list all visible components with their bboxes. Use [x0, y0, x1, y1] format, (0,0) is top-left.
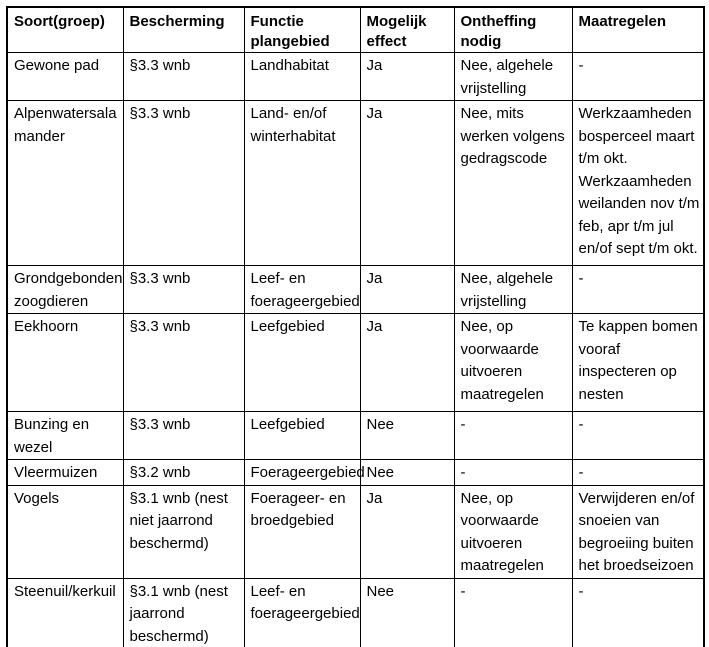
column-header-maatregelen: Maatregelen	[572, 7, 704, 53]
table-cell: Steenuil/kerkuil	[7, 578, 123, 647]
header-row	[7, 7, 704, 53]
table-cell: Leef- en foerageergebied	[244, 266, 360, 314]
species-protection-table	[6, 6, 705, 647]
table-row	[7, 314, 704, 412]
column-header-functie-plangebied: Functie plangebied	[244, 7, 360, 53]
table-cell: §3.3 wnb	[123, 101, 244, 266]
table-cell: Werkzaamheden bosperceel maart t/m okt. Werkzaamheden weilanden nov t/m feb, apr t/m jul en/of sept t/m okt.	[572, 101, 704, 266]
table-cell: Nee	[360, 578, 454, 647]
table-cell: Vleermuizen	[7, 460, 123, 486]
table-cell: Grondgebonden zoogdieren	[7, 266, 123, 314]
table-cell: Foerageer- en broedgebied	[244, 485, 360, 578]
table-cell: Ja	[360, 266, 454, 314]
table-cell: Landhabitat	[244, 53, 360, 101]
table-cell: -	[454, 578, 572, 647]
table-cell: §3.2 wnb	[123, 460, 244, 486]
table-cell: §3.3 wnb	[123, 314, 244, 412]
table-cell: Verwijderen en/of snoeien van begroeiing buiten het broedseizoen	[572, 485, 704, 578]
table-cell: -	[572, 266, 704, 314]
table-cell: §3.3 wnb	[123, 266, 244, 314]
table-cell: Ja	[360, 485, 454, 578]
table-row	[7, 460, 704, 486]
table-cell: Nee, op voorwaarde uitvoeren maatregelen	[454, 314, 572, 412]
table-cell: Leef- en foerageergebied	[244, 578, 360, 647]
table-cell: §3.3 wnb	[123, 53, 244, 101]
table-cell: Nee	[360, 412, 454, 460]
table-row	[7, 412, 704, 460]
table-cell: Ja	[360, 314, 454, 412]
table-cell: §3.3 wnb	[123, 412, 244, 460]
table-cell: -	[572, 578, 704, 647]
table-cell: Leefgebied	[244, 412, 360, 460]
table-row	[7, 578, 704, 647]
table-row	[7, 485, 704, 578]
table-cell: -	[572, 53, 704, 101]
table-cell: -	[454, 460, 572, 486]
table-row	[7, 266, 704, 314]
table-cell: Leefgebied	[244, 314, 360, 412]
table-cell: Land- en/of winterhabitat	[244, 101, 360, 266]
table-cell: Nee	[360, 460, 454, 486]
table-cell: Nee, mits werken volgens gedragscode	[454, 101, 572, 266]
column-header-soort: Soort(groep)	[7, 7, 123, 53]
table-cell: Alpenwatersalamander	[7, 101, 123, 266]
table-cell: -	[572, 412, 704, 460]
table-cell: Ja	[360, 101, 454, 266]
table-cell: Vogels	[7, 485, 123, 578]
table-cell: §3.1 wnb (nest niet jaarrond beschermd)	[123, 485, 244, 578]
table-cell: Nee, algehele vrijstelling	[454, 266, 572, 314]
table-row	[7, 101, 704, 266]
table-cell: -	[572, 460, 704, 486]
column-header-ontheffing-nodig: Ontheffing nodig	[454, 7, 572, 53]
column-header-bescherming: Bescherming	[123, 7, 244, 53]
table-cell: Te kappen bomen vooraf inspecteren op nesten	[572, 314, 704, 412]
table-row	[7, 53, 704, 101]
table-cell: Ja	[360, 53, 454, 101]
table-cell: Gewone pad	[7, 53, 123, 101]
table-cell: Nee, algehele vrijstelling	[454, 53, 572, 101]
table-cell: Foerageergebied	[244, 460, 360, 486]
table-cell: §3.1 wnb (nest jaarrond beschermd)	[123, 578, 244, 647]
table-cell: -	[454, 412, 572, 460]
column-header-mogelijk-effect: Mogelijk effect	[360, 7, 454, 53]
table-cell: Eekhoorn	[7, 314, 123, 412]
table-cell: Bunzing en wezel	[7, 412, 123, 460]
table-cell: Nee, op voorwaarde uitvoeren maatregelen	[454, 485, 572, 578]
